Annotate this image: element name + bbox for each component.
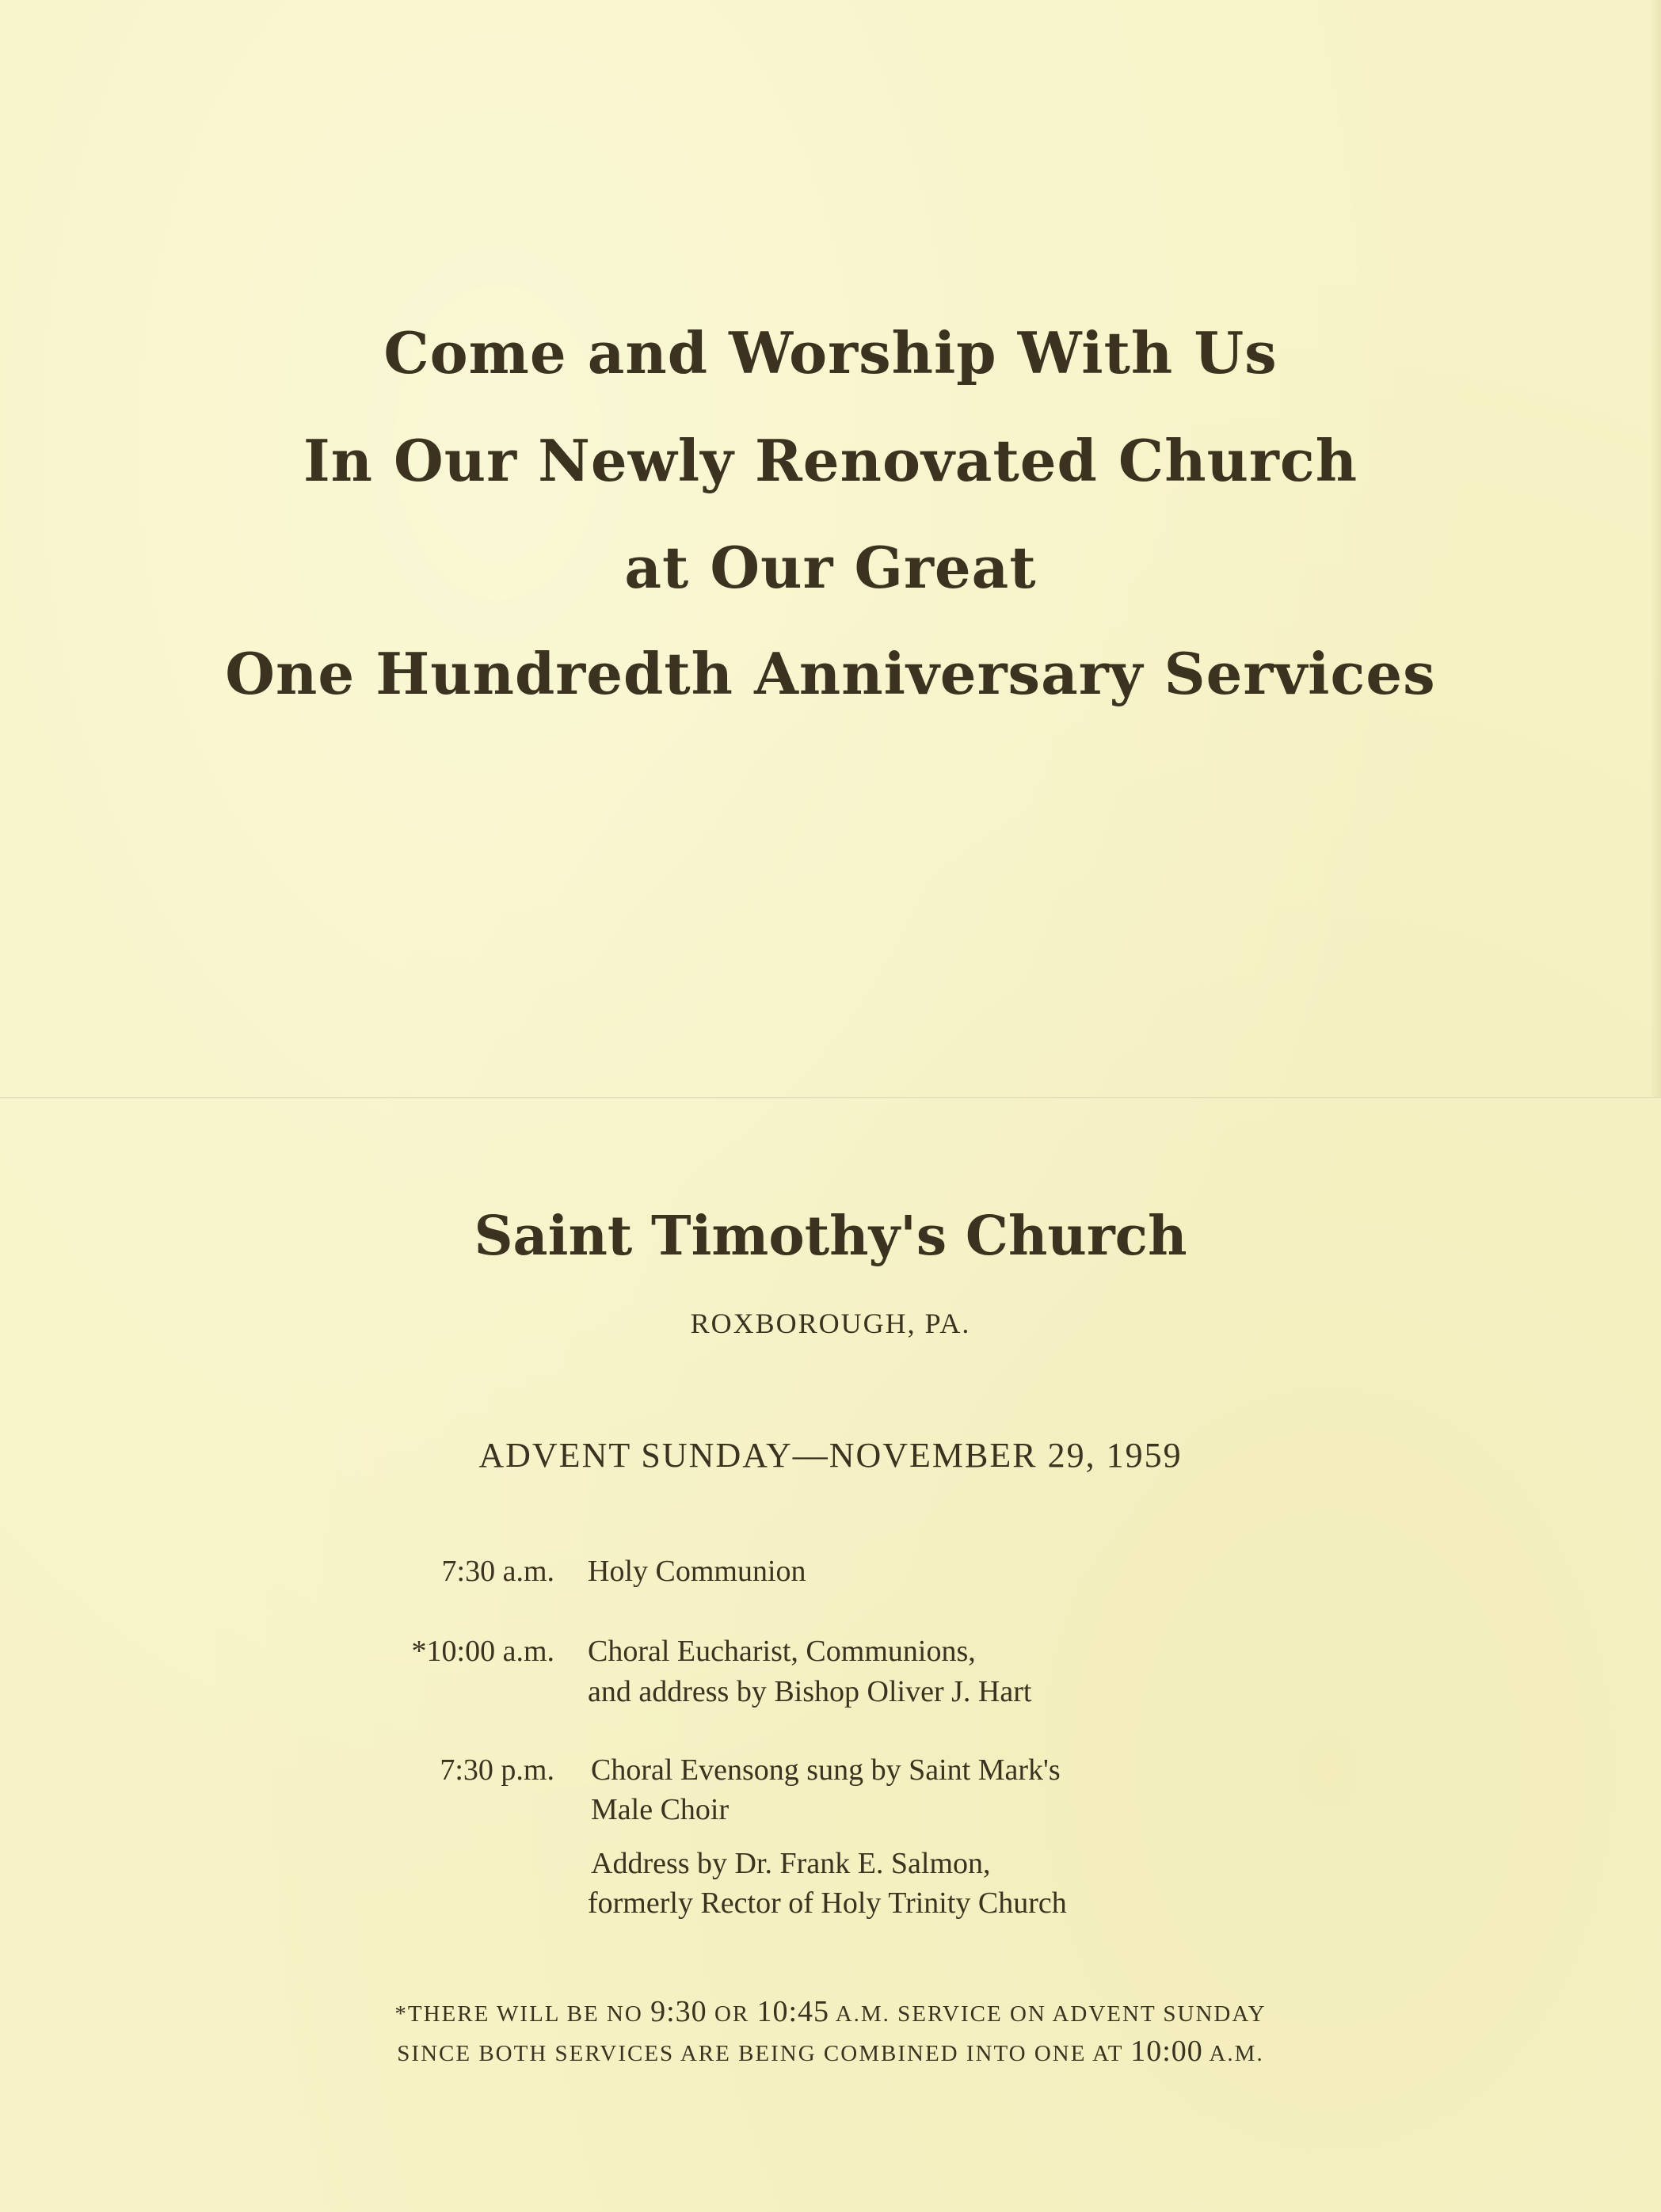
paper-fold-line	[0, 1097, 1661, 1099]
schedule-desc-3-line-1: Choral Evensong sung by Saint Mark's	[591, 1753, 1061, 1787]
footnote-time: 9:30	[650, 1995, 707, 2028]
schedule-desc-2-line-2: and address by Bishop Oliver J. Hart	[588, 1675, 1032, 1708]
footnote-text: OR	[707, 2001, 757, 2027]
schedule-time-2: *10:00 a.m.	[411, 1635, 554, 1668]
footnote-text: SINCE BOTH SERVICES ARE BEING COMBINED INTO ONE AT	[397, 2041, 1131, 2066]
footnote-text: A.M.	[1202, 2041, 1264, 2066]
schedule-time-1: 7:30 a.m.	[441, 1555, 554, 1588]
schedule-desc-3-line-2: Male Choir	[591, 1793, 730, 1826]
footnote-line-2	[0, 2034, 1661, 2069]
footnote-time: 10:00	[1130, 2035, 1203, 2068]
headline-line-3: at Our Great	[624, 534, 1037, 601]
headline-line-2: In Our Newly Renovated Church	[303, 427, 1358, 494]
footnote-text: A.M. SERVICE ON ADVENT SUNDAY	[829, 2001, 1267, 2027]
schedule-desc-2-line-1: Choral Eucharist, Communions,	[588, 1635, 976, 1668]
church-name: Saint Timothy's Church	[474, 1205, 1187, 1268]
schedule-desc-3-line-4: formerly Rector of Holy Trinity Church	[588, 1886, 1067, 1920]
footnote-time: 10:45	[756, 1995, 830, 2028]
headline-line-4: One Hundredth Anniversary Services	[225, 640, 1436, 707]
footnote-text: *THERE WILL BE NO	[394, 2001, 651, 2027]
schedule-desc-3-line-3: Address by Dr. Frank E. Salmon,	[591, 1847, 991, 1880]
schedule-desc-1-line-1: Holy Communion	[588, 1555, 806, 1588]
headline-line-1: Come and Worship With Us	[383, 319, 1278, 386]
footnote-line-1	[0, 1994, 1661, 2029]
church-location: ROXBOROUGH, PA.	[690, 1308, 971, 1339]
service-date: ADVENT SUNDAY—NOVEMBER 29, 1959	[478, 1436, 1183, 1475]
schedule-time-3: 7:30 p.m.	[440, 1753, 554, 1787]
